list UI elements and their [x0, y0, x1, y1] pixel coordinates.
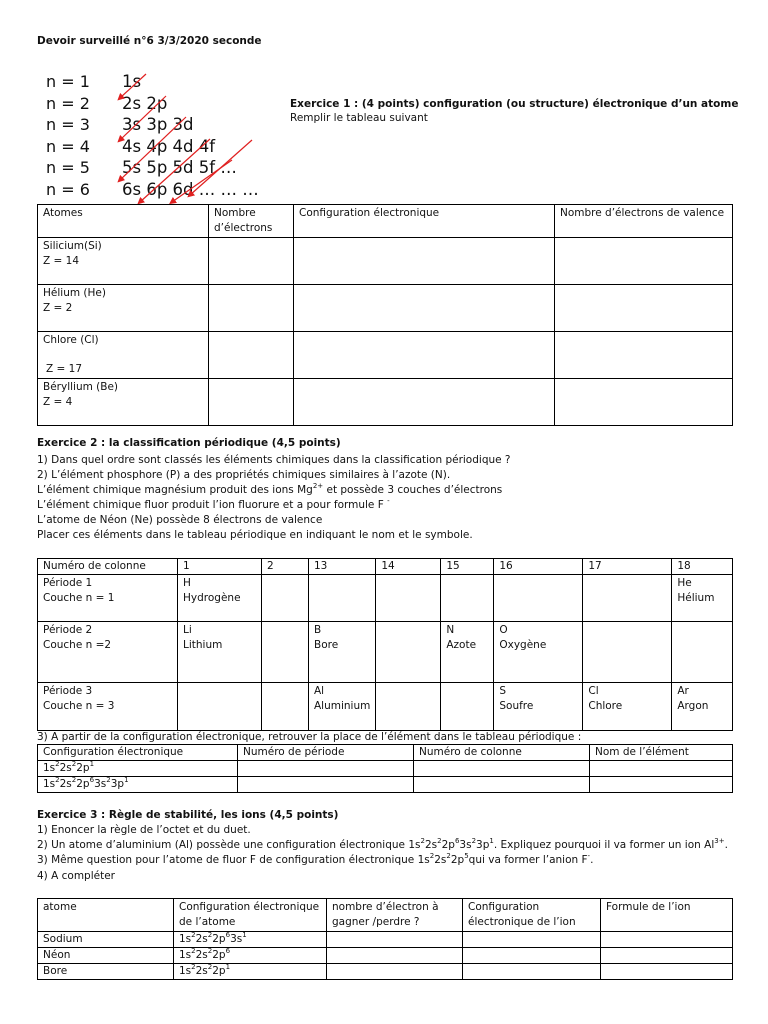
answer-cell[interactable] — [294, 285, 555, 332]
ex2-line-3: L’élément chimique magnésium produit des ions $Mg^{2+}$ et possède 3 couches d’électrons — [37, 482, 503, 496]
atom-z: Z = 17 — [46, 363, 83, 375]
element-cell[interactable] — [672, 622, 733, 683]
config-formula: $1s^22s^22p^1$ — [38, 761, 238, 777]
ex3-line-4: 4) A compléter — [37, 870, 115, 882]
ex3-line-1: 1) Enoncer la règle de l’octet et du duet. — [37, 824, 251, 836]
element-cell[interactable] — [178, 683, 262, 731]
answer-cell[interactable] — [327, 948, 463, 964]
answer-cell[interactable] — [463, 932, 601, 948]
ex1-header-atomes: Atomes — [38, 205, 209, 238]
klech-row-2: n = 2 2s 2p — [46, 94, 168, 113]
answer-cell[interactable] — [209, 379, 294, 426]
config-formula: $1s^22s^22p^6$ — [174, 948, 327, 964]
answer-cell[interactable] — [463, 964, 601, 980]
config-formula: $1s^22s^22p^63s^23p^1$ — [38, 777, 238, 793]
answer-cell[interactable] — [294, 379, 555, 426]
answer-cell[interactable] — [294, 332, 555, 379]
ex1-header-nombre: Nombre d’électrons — [209, 205, 294, 238]
ex2-line-1: 1) Dans quel ordre sont classés les éléments chimiques dans la classification périodique ? — [37, 454, 511, 466]
col-header: 16 — [494, 559, 583, 575]
atom-z: Z = 14 — [43, 255, 80, 267]
element-cell[interactable]: He Hélium — [672, 575, 733, 622]
col-header: 18 — [672, 559, 733, 575]
ion-row — [38, 964, 733, 980]
col-header: 2 — [262, 559, 309, 575]
atom-name: Néon — [38, 948, 174, 964]
answer-cell[interactable] — [601, 932, 733, 948]
ex2-q3: 3) A partir de la configuration électronique, retrouver la place de l’élément dans le tableau périodique : — [37, 731, 582, 743]
ex1-title: Exercice 1 : (4 points) configuration (ou structure) électronique d’un atome — [290, 98, 739, 110]
config-formula: $1s^22s^22p^1$ — [174, 964, 327, 980]
ex2-line-6: Placer ces éléments dans le tableau périodique en indiquant le nom et le symbole. — [37, 529, 473, 541]
answer-cell[interactable] — [555, 238, 733, 285]
answer-cell[interactable] — [327, 964, 463, 980]
answer-cell[interactable] — [590, 777, 733, 793]
ex1-subtitle: Remplir le tableau suivant — [290, 112, 428, 124]
atom-name: Chlore (Cl) — [43, 334, 99, 346]
ex1-table — [37, 204, 733, 426]
col-header: 14 — [376, 559, 441, 575]
element-cell[interactable]: Ar Argon — [672, 683, 733, 731]
atom-z: Z = 2 — [43, 302, 73, 314]
col-header: 13 — [309, 559, 376, 575]
klech-row-1: n = 1 1s — [46, 72, 142, 91]
element-cell[interactable] — [309, 575, 376, 622]
ex3-line-3: 3) Même question pour l’atome de fluor F de configuration électronique $1s^22s^22p^5qui$ va former l’anion F-. — [37, 852, 594, 866]
ex1-row — [38, 285, 733, 332]
config-formula: $1s^22s^22p^63s^1$ — [174, 932, 327, 948]
element-cell[interactable] — [376, 575, 441, 622]
atom-name: Béryllium (Be) — [43, 381, 119, 393]
ex1-row — [38, 238, 733, 285]
ex1-header-config: Configuration électronique — [294, 205, 555, 238]
ex1-row — [38, 332, 733, 379]
element-cell[interactable]: O Oxygène — [494, 622, 583, 683]
config-table: Configuration électronique Numéro de période Numéro de colonne Nom de l’élément $1s^22s^22p^1$ $1s^22s^22p^63s^23p^1$ — [37, 744, 733, 793]
element-cell[interactable]: N Azote — [441, 622, 494, 683]
period-row-2: Période 2 Couche n =2 Li Lithium B Bore N Azote O Oxygène — [38, 622, 733, 683]
element-cell[interactable] — [262, 683, 309, 731]
ex3-line-2: 2) Un atome d’aluminium (Al) possède une configuration électronique $1s^22s^22p^63s^23p^1$. Expliquez pourquoi il va former un ion $Al^{3+}$. — [37, 837, 728, 851]
atom-name: Sodium — [38, 932, 174, 948]
col-header: 17 — [583, 559, 672, 575]
klech-row-6: n = 6 6s 6p 6d … … … — [46, 180, 259, 199]
answer-cell[interactable] — [463, 948, 601, 964]
col-header: 15 — [441, 559, 494, 575]
answer-cell[interactable] — [601, 964, 733, 980]
answer-cell[interactable] — [601, 948, 733, 964]
answer-cell[interactable] — [209, 332, 294, 379]
element-cell[interactable] — [376, 622, 441, 683]
config-row — [38, 761, 733, 777]
answer-cell[interactable] — [238, 777, 414, 793]
ex2-line-2: 2) L’élément phosphore (P) a des propriétés chimiques similaires à l’azote (N). — [37, 469, 451, 481]
atom-name: Hélium (He) — [43, 287, 106, 299]
ex2-title: Exercice 2 : la classification périodique (4,5 points) — [37, 437, 341, 449]
answer-cell[interactable] — [414, 761, 590, 777]
ex3-title: Exercice 3 : Règle de stabilité, les ions (4,5 points) — [37, 809, 339, 821]
answer-cell[interactable] — [555, 332, 733, 379]
atom-name: Bore — [38, 964, 174, 980]
ex1-row — [38, 379, 733, 426]
document-header: Devoir surveillé n°6 3/3/2020 seconde — [37, 35, 262, 47]
answer-cell[interactable] — [294, 238, 555, 285]
element-cell[interactable]: H Hydrogène — [178, 575, 262, 622]
col-header: 1 — [178, 559, 262, 575]
klech-row-3: n = 3 3s 3p 3d — [46, 115, 194, 134]
element-cell[interactable] — [583, 622, 672, 683]
element-cell[interactable] — [441, 575, 494, 622]
answer-cell[interactable] — [209, 238, 294, 285]
element-cell[interactable]: S Soufre — [494, 683, 583, 731]
answer-cell[interactable] — [209, 285, 294, 332]
element-cell[interactable]: Cl Chlore — [583, 683, 672, 731]
ex2-line-5: L’atome de Néon (Ne) possède 8 électrons de valence — [37, 514, 323, 526]
config-row — [38, 777, 733, 793]
element-cell[interactable] — [262, 622, 309, 683]
period-row-1: Période 1 Couche n = 1 H Hydrogène He Hélium — [38, 575, 733, 622]
answer-cell[interactable] — [555, 379, 733, 426]
period-row-3: Période 3 Couche n = 3 Al Aluminium S Soufre Cl Chlore Ar Argon — [38, 683, 733, 731]
ion-row — [38, 948, 733, 964]
element-cell[interactable]: B Bore — [309, 622, 376, 683]
ex2-line-4: L’élément chimique fluor produit l’ion fluorure et a pour formule F - — [37, 497, 390, 511]
ex1-header-valence: Nombre d’électrons de valence — [555, 205, 733, 238]
atom-z: Z = 4 — [43, 396, 73, 408]
element-cell[interactable] — [583, 575, 672, 622]
answer-cell[interactable] — [327, 932, 463, 948]
answer-cell[interactable] — [414, 777, 590, 793]
element-cell[interactable]: Al Aluminium — [309, 683, 376, 731]
element-cell[interactable] — [262, 575, 309, 622]
ion-row — [38, 932, 733, 948]
col-header-label: Numéro de colonne — [38, 559, 178, 575]
answer-cell[interactable] — [555, 285, 733, 332]
answer-cell[interactable] — [590, 761, 733, 777]
klechkowski-diagram — [46, 72, 306, 202]
element-cell[interactable] — [441, 683, 494, 731]
periodic-table — [37, 558, 733, 731]
klech-row-4: n = 4 4s 4p 4d 4f — [46, 137, 216, 156]
element-cell[interactable]: Li Lithium — [178, 622, 262, 683]
element-cell[interactable] — [376, 683, 441, 731]
element-cell[interactable] — [494, 575, 583, 622]
answer-cell[interactable] — [238, 761, 414, 777]
atom-name: Silicium(Si) — [43, 240, 102, 252]
klech-row-5: n = 5 5s 5p 5d 5f … — [46, 158, 237, 177]
ions-table: atome Configuration électronique de l’atome nombre d’électron à gagner /perdre ? Configuration électronique de l’ion Formule de l’ion Sodium $1s^22s^22p^63s^1$ Néon $1s^22s^22p^6$ Bore $1s^22s^22p^1$ — [37, 898, 733, 980]
